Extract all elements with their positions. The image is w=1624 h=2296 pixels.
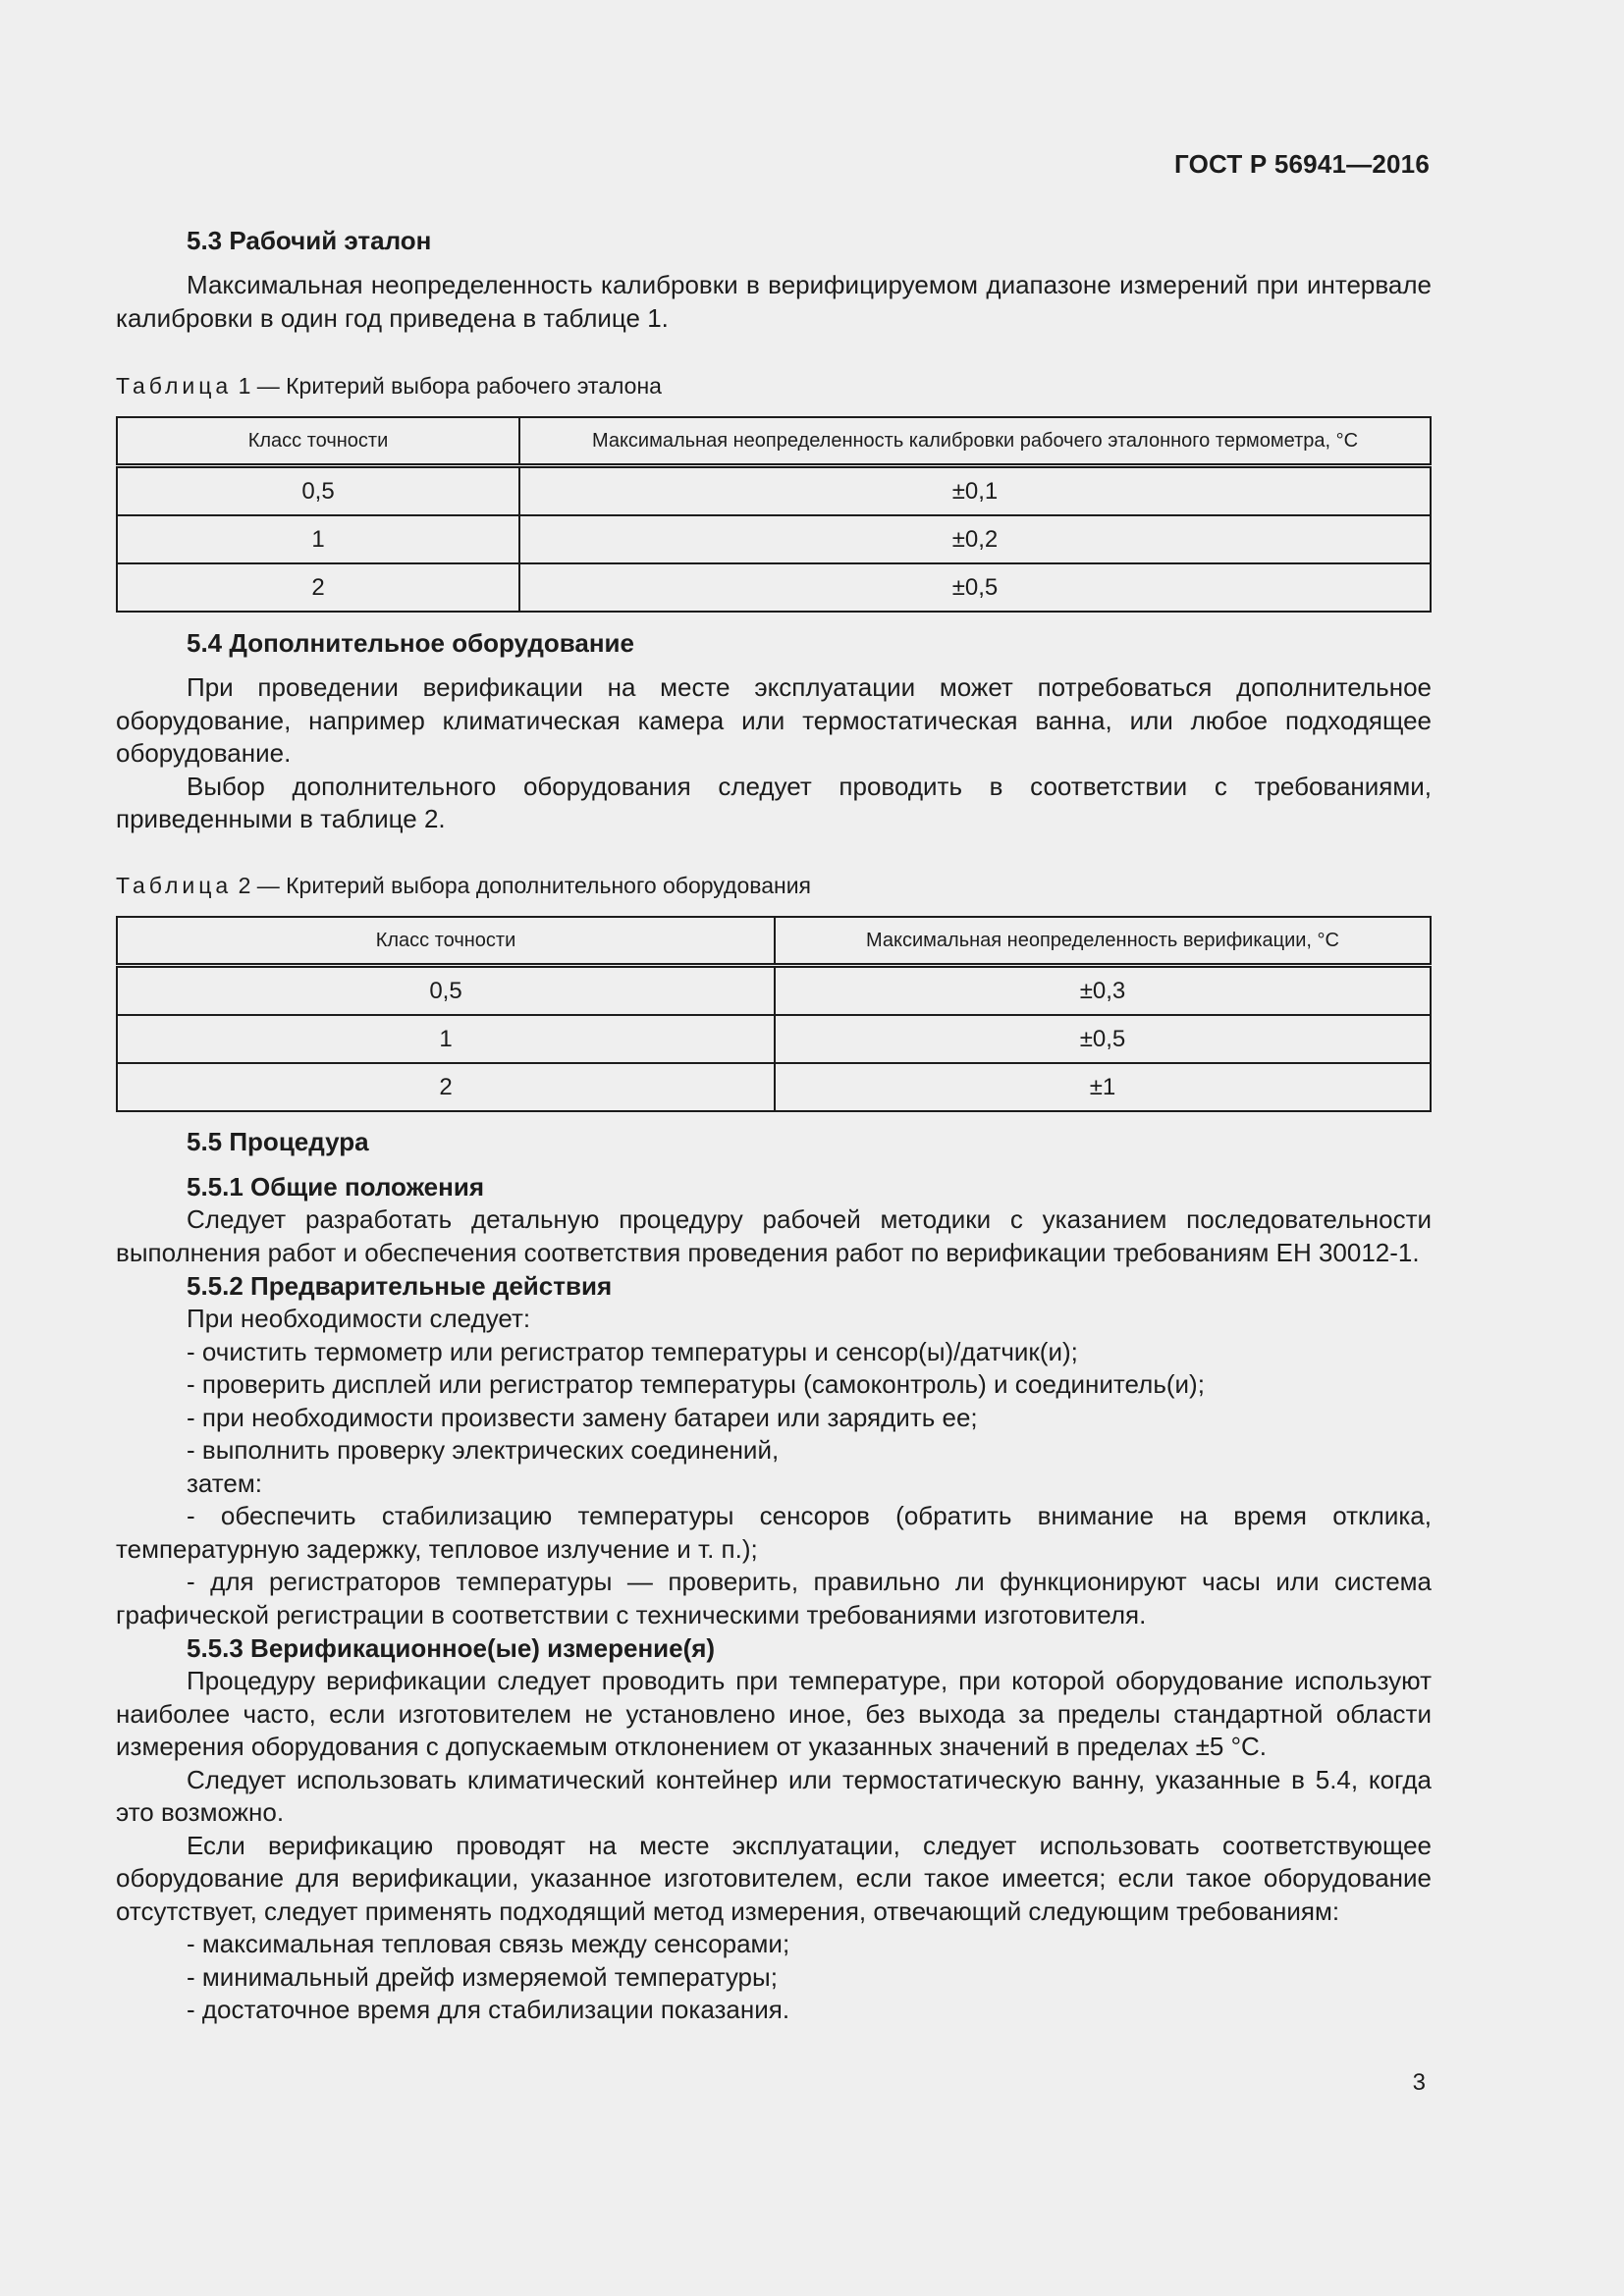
table-cell: 0,5 [117, 466, 519, 516]
paragraph: Выбор дополнительного оборудования следует проводить в соответствии с требованиями, приведенными в таблице 2. [116, 771, 1432, 833]
table-cell: 0,5 [117, 966, 775, 1016]
table-cell: 1 [117, 515, 519, 563]
table-cell: 2 [117, 1063, 775, 1111]
section-5-5 [116, 1125, 1432, 2027]
list-item: - проверить дисплей или регистратор температуры (самоконтроль) и соединитель(и); [187, 1369, 1205, 1399]
table-cell: ±0,5 [519, 563, 1431, 612]
paragraph: При необходимости следует: [187, 1304, 531, 1333]
list-item: - выполнить проверку электрических соединений, [187, 1435, 780, 1465]
paragraph: Если верификацию проводят на месте эксплуатации, следует использовать соответствующее оборудование для верификации, указанное изготовителем, если такое имеется; если такое оборудование отсутствует, следует применять подходящий метод измерения, отвечающий следующим требованиям: [116, 1830, 1432, 1926]
subsection-heading: 5.5.2 Предварительные действия [187, 1271, 613, 1301]
table-cell: ±0,1 [519, 466, 1431, 516]
list-item: - очистить термометр или регистратор температуры и сенсор(ы)/датчик(и); [187, 1336, 1078, 1366]
list-item: - максимальная тепловая связь между сенсорами; [187, 1929, 790, 1958]
paragraph: затем: [187, 1468, 262, 1498]
table-cell: 1 [117, 1015, 775, 1063]
table-cell: 2 [117, 563, 519, 612]
table-cell: ±0,2 [519, 515, 1431, 563]
table-1-block [116, 371, 1432, 613]
list-item: - достаточное время для стабилизации показания. [187, 1995, 790, 2024]
table-caption [116, 871, 1432, 900]
section-5-4 [116, 626, 1432, 836]
table-row [117, 966, 1431, 1016]
subsection-heading: 5.5.3 Верификационное(ые) измерение(я) [187, 1633, 716, 1663]
page-number: 3 [1412, 2069, 1426, 2096]
table-cell: ±1 [775, 1063, 1431, 1111]
table-cell: ±0,5 [775, 1015, 1431, 1063]
paragraph: Следует разработать детальную процедуру рабочей методики с указанием последовательности выполнения работ и обеспечения соответствия проведения работ по верификации требованиям ЕН 30012-1. [116, 1204, 1432, 1267]
section-heading: 5.5 Процедура [187, 1127, 369, 1156]
document-code: ГОСТ Р 56941—2016 [1174, 149, 1430, 179]
table-caption-label: Таблица [116, 873, 233, 898]
section-5-3 [116, 224, 1432, 335]
table-row [117, 466, 1431, 516]
column-header: Класс точности [117, 417, 519, 466]
section-heading: 5.3 Рабочий эталон [187, 226, 432, 255]
paragraph: Процедуру верификации следует проводить при температуре, при которой оборудование используют наиболее часто, если изготовителем не установлено иное, без выхода за пределы стандартной области измерения оборудования с допускаемым отклонением от указанных значений в пределах ±5 °С. [116, 1666, 1432, 1761]
list-item: - для регистраторов температуры — проверить, правильно ли функционируют часы или система графической регистрации в соответствии с техническими требованиями изготовителя. [116, 1567, 1432, 1629]
paragraph: Следует использовать климатический контейнер или термостатическую ванну, указанные в 5.4, когда это возможно. [116, 1764, 1432, 1827]
table-header-row [117, 417, 1431, 466]
table-caption-label: Таблица [116, 373, 233, 399]
table-caption-text: 2 — Критерий выбора дополнительного оборудования [232, 873, 812, 898]
paragraph: При проведении верификации на месте эксплуатации может потребоваться дополнительное оборудование, например климатическая камера или термостатическая ванна, или любое подходящее оборудование. [116, 672, 1432, 768]
table-caption [116, 371, 1432, 400]
table-row [117, 515, 1431, 563]
table-caption-text: 1 — Критерий выбора рабочего эталона [232, 373, 662, 399]
list-item: - обеспечить стабилизацию температуры сенсоров (обратить внимание на время отклика, температурную задержку, тепловое излучение и т. п.); [116, 1501, 1432, 1564]
table-row [117, 1063, 1431, 1111]
table-cell: ±0,3 [775, 966, 1431, 1016]
column-header: Класс точности [117, 917, 775, 966]
list-item: - при необходимости произвести замену батареи или зарядить ее; [187, 1402, 978, 1432]
subsection-heading: 5.5.1 Общие положения [187, 1172, 484, 1201]
table-1 [116, 416, 1432, 613]
table-2-block [116, 871, 1432, 1112]
column-header: Максимальная неопределенность калибровки рабочего эталонного термометра, °С [519, 417, 1431, 466]
table-row [117, 1015, 1431, 1063]
section-heading: 5.4 Дополнительное оборудование [187, 628, 635, 658]
paragraph: Максимальная неопределенность калибровки в верифицируемом диапазоне измерений при интервале калибровки в один год приведена в таблице 1. [116, 270, 1432, 333]
column-header: Максимальная неопределенность верификации, °С [775, 917, 1431, 966]
table-2 [116, 916, 1432, 1112]
table-row [117, 563, 1431, 612]
table-header-row [117, 917, 1431, 966]
list-item: - минимальный дрейф измеряемой температуры; [187, 1961, 778, 1992]
